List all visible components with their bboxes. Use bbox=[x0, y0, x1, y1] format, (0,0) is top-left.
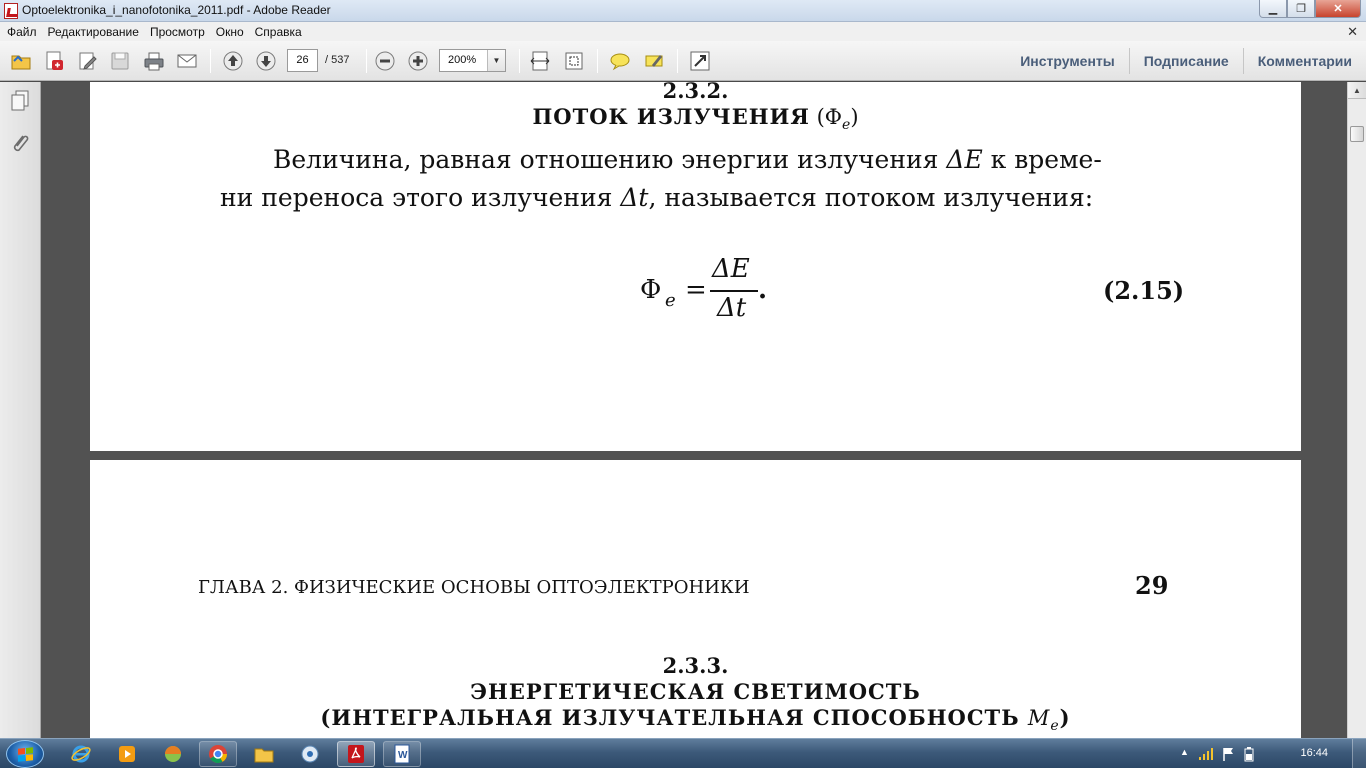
section-symbol: $(\Phi_e)$ bbox=[816, 105, 859, 134]
add-comment-button[interactable] bbox=[607, 49, 633, 73]
section-title: ПОТОК ИЗЛУЧЕНИЯ bbox=[532, 104, 810, 129]
envelope-icon bbox=[176, 50, 198, 72]
pdf-page: 2.3.2. ПОТОК ИЗЛУЧЕНИЯ $(\Phi_e)$ Величина, равная отношению энергии излучения ΔE к време- ни переноса этого излучения Δt, называется потоком излучения: Φ e = ΔE Δt . (2.15) bbox=[90, 82, 1301, 451]
math-variable: M bbox=[1027, 706, 1051, 730]
fit-width-button[interactable] bbox=[527, 49, 553, 73]
pdf-page bbox=[90, 460, 1301, 738]
fraction-bar bbox=[710, 290, 758, 292]
tools-link[interactable]: Инструменты bbox=[1020, 53, 1115, 69]
media-player-icon bbox=[116, 743, 138, 765]
create-pdf-button[interactable] bbox=[41, 49, 67, 73]
internet-explorer-icon bbox=[70, 743, 92, 765]
save-button[interactable] bbox=[107, 49, 133, 73]
comment-link[interactable]: Комментарии bbox=[1243, 48, 1366, 74]
fit-width-icon bbox=[529, 50, 551, 72]
running-header: ГЛАВА 2. ФИЗИЧЕСКИЕ ОСНОВЫ ОПТОЭЛЕКТРОНИКИ bbox=[198, 577, 750, 598]
zoom-dropdown-icon[interactable]: ▼ bbox=[487, 50, 505, 71]
menu-help[interactable]: Справка bbox=[254, 24, 302, 39]
show-hidden-icons-button[interactable]: ▲ bbox=[1180, 747, 1189, 757]
section-number: 2.3.2. bbox=[662, 82, 729, 103]
paint-icon bbox=[162, 743, 184, 765]
menu-bar bbox=[0, 22, 1366, 41]
media-center-icon bbox=[299, 743, 321, 765]
toolbar-separator bbox=[677, 49, 678, 73]
arrow-up-icon bbox=[222, 50, 244, 72]
toolbar-separator bbox=[210, 49, 211, 73]
minimize-button[interactable]: ▁ bbox=[1259, 0, 1287, 18]
printer-icon bbox=[143, 50, 165, 72]
document-view[interactable] bbox=[41, 82, 1347, 738]
zoom-value[interactable]: 200% bbox=[448, 54, 477, 66]
zoom-out-button[interactable] bbox=[372, 49, 398, 73]
scroll-up-arrow-icon[interactable]: ▲ bbox=[1348, 82, 1366, 99]
menu-edit[interactable]: Редактирование bbox=[47, 24, 139, 39]
system-tray bbox=[1166, 739, 1366, 768]
toolbar-separator bbox=[366, 49, 367, 73]
toolbar-pane-links bbox=[1006, 41, 1366, 81]
window-title: Optoelektronika_i_nanofotonika_2011.pdf - Adobe Reader bbox=[22, 3, 331, 17]
vertical-scrollbar[interactable] bbox=[1347, 82, 1366, 738]
open-button[interactable] bbox=[8, 49, 34, 73]
save-icon bbox=[109, 50, 131, 72]
toolbar-separator bbox=[597, 49, 598, 73]
maximize-button[interactable]: ❐ bbox=[1287, 0, 1315, 18]
taskbar-adobe-reader[interactable] bbox=[337, 741, 375, 767]
edit-document-icon bbox=[77, 50, 99, 72]
create-pdf-icon bbox=[43, 50, 65, 72]
close-document-button[interactable]: ✕ bbox=[1347, 24, 1358, 39]
navigation-pane bbox=[0, 82, 41, 738]
expand-icon bbox=[689, 50, 711, 72]
network-signal-icon[interactable] bbox=[1198, 747, 1214, 761]
math-variable: ΔE bbox=[946, 145, 983, 174]
taskbar-explorer[interactable] bbox=[245, 741, 283, 767]
start-button[interactable] bbox=[6, 740, 44, 768]
zoom-select[interactable] bbox=[439, 49, 506, 72]
menu-view[interactable]: Просмотр bbox=[149, 24, 205, 39]
svg-text:W: W bbox=[398, 750, 408, 761]
page-number-input[interactable]: 26 bbox=[287, 49, 318, 72]
email-button[interactable] bbox=[174, 49, 200, 73]
section-title: (ИНТЕГРАЛЬНАЯ ИЗЛУЧАТЕЛЬНАЯ СПОСОБНОСТЬ $M_e$) bbox=[320, 705, 1071, 735]
taskbar-chrome[interactable] bbox=[199, 741, 237, 767]
taskbar-paint[interactable] bbox=[154, 741, 192, 767]
toolbar-separator bbox=[519, 49, 520, 73]
highlight-button[interactable] bbox=[641, 49, 667, 73]
formula-numerator: ΔE bbox=[712, 254, 750, 284]
math-variable: Δt bbox=[620, 183, 649, 212]
next-page-button[interactable] bbox=[253, 49, 279, 73]
highlighter-icon bbox=[643, 50, 665, 72]
section-number: 2.3.3. bbox=[662, 653, 729, 678]
open-folder-icon bbox=[10, 50, 32, 72]
taskbar bbox=[0, 738, 1366, 768]
plus-circle-icon bbox=[407, 50, 429, 72]
action-center-flag-icon[interactable] bbox=[1221, 746, 1235, 762]
paragraph-line: Величина, равная отношению энергии излучения ΔE к време- bbox=[273, 145, 1102, 174]
word-icon bbox=[391, 743, 413, 765]
taskbar-word[interactable] bbox=[383, 741, 421, 767]
taskbar-media-player[interactable] bbox=[108, 741, 146, 767]
fit-page-icon bbox=[563, 50, 585, 72]
speech-bubble-icon bbox=[609, 50, 631, 72]
minus-circle-icon bbox=[374, 50, 396, 72]
section-heading bbox=[90, 104, 1301, 133]
title-bar bbox=[0, 0, 1366, 22]
sign-link[interactable]: Подписание bbox=[1129, 48, 1243, 74]
full-screen-button[interactable] bbox=[687, 49, 713, 73]
paperclip-icon bbox=[9, 131, 31, 155]
menu-file[interactable]: Файл bbox=[7, 24, 37, 39]
taskbar-internet-explorer[interactable] bbox=[62, 741, 100, 767]
windows-logo-icon bbox=[18, 747, 33, 762]
arrow-down-icon bbox=[255, 50, 277, 72]
fit-page-button[interactable] bbox=[561, 49, 587, 73]
attachments-button[interactable] bbox=[8, 130, 32, 156]
edit-pdf-button[interactable] bbox=[75, 49, 101, 73]
chrome-icon bbox=[207, 743, 229, 765]
previous-page-button[interactable] bbox=[220, 49, 246, 73]
page-thumbnails-button[interactable] bbox=[8, 88, 32, 114]
formula-denominator: Δt bbox=[717, 293, 747, 323]
scroll-thumb[interactable] bbox=[1350, 126, 1364, 142]
adobe-reader-app-icon bbox=[4, 3, 18, 19]
section-title: ЭНЕРГЕТИЧЕСКАЯ СВЕТИМОСТЬ bbox=[470, 679, 921, 704]
adobe-reader-icon bbox=[345, 743, 367, 765]
close-button[interactable]: ✕ bbox=[1315, 0, 1361, 18]
page-thumbnails-icon bbox=[9, 89, 31, 113]
explorer-icon bbox=[253, 743, 275, 765]
battery-icon[interactable] bbox=[1244, 746, 1254, 762]
zoom-in-button[interactable] bbox=[405, 49, 431, 73]
clock[interactable]: 16:44 bbox=[1300, 747, 1328, 759]
paragraph-line: ни переноса этого излучения Δt, называется потоком излучения: bbox=[220, 183, 1094, 212]
page-number: 29 bbox=[1135, 571, 1169, 600]
show-desktop-button[interactable] bbox=[1352, 739, 1366, 768]
menu-window[interactable]: Окно bbox=[215, 24, 244, 39]
taskbar-media-center[interactable] bbox=[291, 741, 329, 767]
window-controls bbox=[1259, 0, 1361, 18]
print-button[interactable] bbox=[141, 49, 167, 73]
page-total: / 537 bbox=[325, 54, 350, 66]
equation-number: (2.15) bbox=[1103, 276, 1185, 305]
